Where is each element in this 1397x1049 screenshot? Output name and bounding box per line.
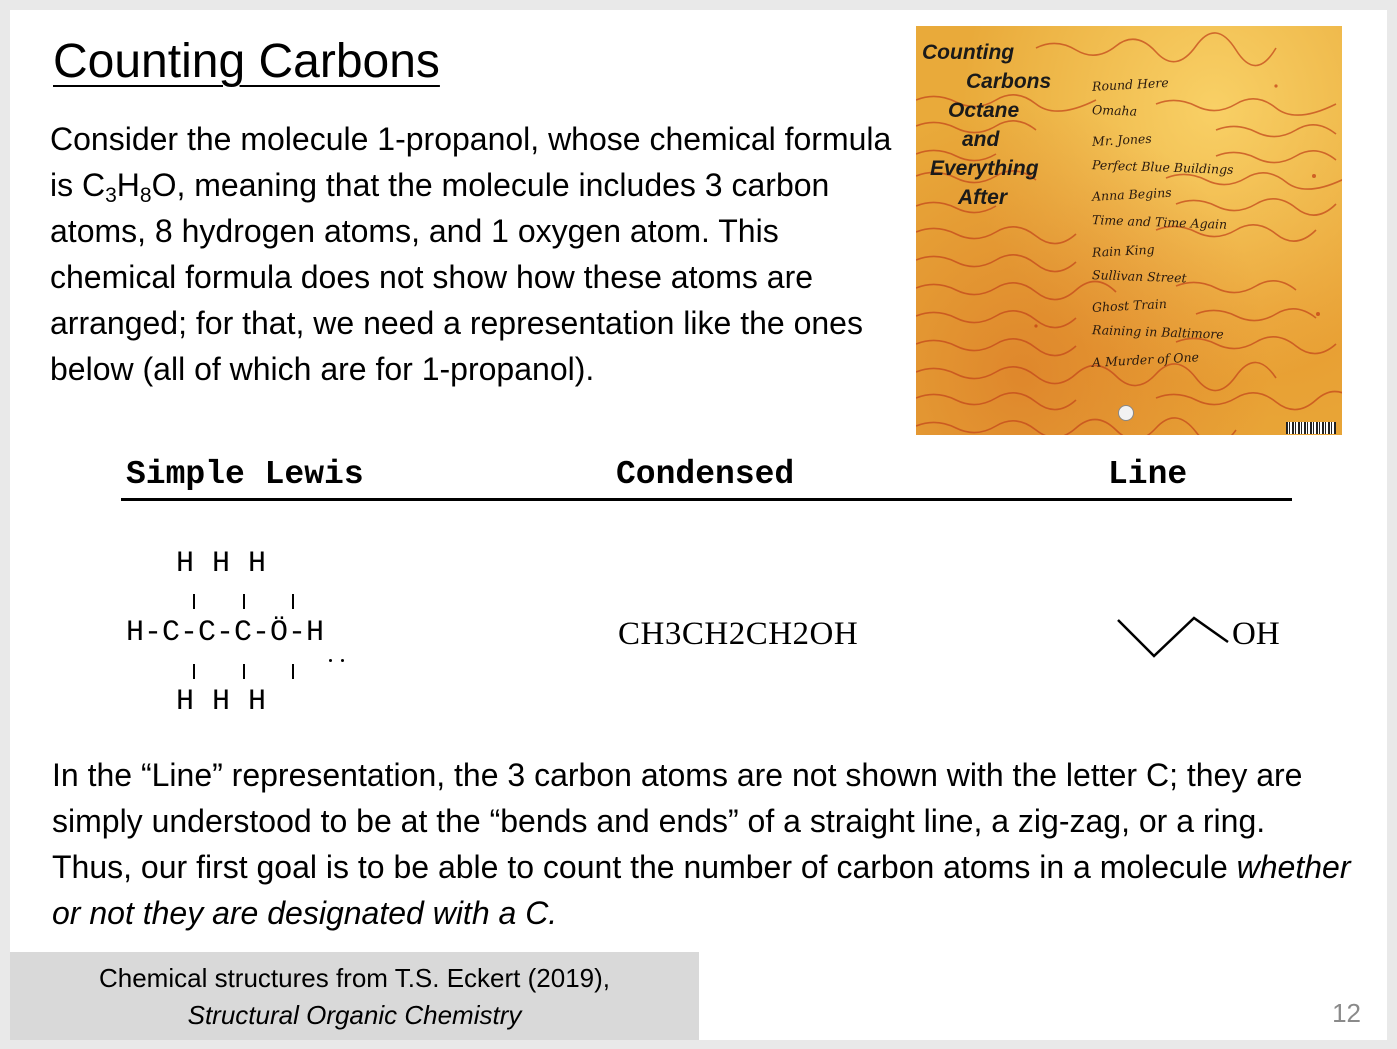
bond-line (292, 594, 294, 609)
condensed-part: OH (809, 616, 859, 652)
bond-line (292, 664, 294, 679)
citation-line-1: Chemical structures from T.S. Eckert (2019), (98, 963, 610, 993)
lone-pair-dot (341, 659, 344, 662)
track-item: A Murder of One (1091, 349, 1200, 370)
bond-line (193, 594, 195, 609)
explanation-paragraph (52, 752, 1352, 936)
intro-text-3: O, meaning that the molecule includes 3 carbon atoms, 8 hydrogen atoms, and 1 oxygen atom. This chemical formula does not show how these atoms are arranged; for that, we need a representation like the ones below (all of which are for 1-propanol). (50, 167, 863, 387)
header-simple-lewis: Simple Lewis (126, 456, 364, 493)
intro-text-1: Consider the molecule 1-propanol, whose chemical formula is C (50, 121, 892, 203)
explanation-text: In the “Line” representation, the 3 carbon atoms are not shown with the letter C; they are simply understood to be at the “bends and ends” of a straight line, a zig-zag, or a ring. Thus, our first goal is to be able to count the number of carbon atoms in a molecule (52, 757, 1303, 885)
header-condensed: Condensed (616, 456, 795, 493)
condensed-subscript: 3 (664, 616, 682, 652)
album-title-line: Everything (930, 157, 1039, 180)
track-item: Perfect Blue Buildings (1091, 156, 1234, 177)
track-item: Omaha (1091, 101, 1138, 119)
header-rule (121, 498, 1292, 501)
lewis-main-chain: H-C-C-C-Ö-H (126, 616, 325, 650)
intro-paragraph (50, 116, 900, 392)
track-item: Round Here (1091, 74, 1170, 94)
condensed-part: CH (681, 616, 729, 652)
record-label-logo (1118, 405, 1134, 421)
bond-line (243, 594, 245, 609)
album-title-line: Octane (948, 99, 1020, 122)
condensed-formula (618, 616, 858, 653)
slide-title: Counting Carbons (53, 35, 440, 88)
album-title-line: Counting (922, 41, 1015, 64)
line-formula-oh-label: OH (1232, 616, 1280, 652)
album-title (922, 38, 1082, 212)
track-item: Mr. Jones (1091, 130, 1153, 150)
condensed-part: CH (618, 616, 665, 652)
bond-line (243, 664, 245, 679)
condensed-subscript: 2 (792, 616, 810, 652)
lewis-bottom-hydrogens: H H H (176, 685, 267, 719)
explanation-emphasis: whether or not they are designated with a C. (52, 849, 1351, 931)
citation-box (10, 952, 699, 1040)
line-formula-zigzag (1110, 604, 1240, 664)
track-item: Time and Time Again (1091, 212, 1228, 232)
slide (10, 10, 1387, 1040)
formula-subscript-hydrogen: 8 (139, 184, 152, 207)
track-item: Raining in Baltimore (1091, 322, 1224, 343)
track-item: Ghost Train (1091, 295, 1168, 315)
album-title-line: After (958, 186, 1008, 209)
citation-line-2: Structural Organic Chemistry (187, 1000, 522, 1030)
page-number: 12 (1332, 998, 1361, 1028)
formula-subscript-carbon: 3 (105, 184, 117, 207)
album-track-list (1091, 70, 1234, 374)
condensed-part: CH (745, 616, 793, 652)
barcode-icon (1286, 422, 1336, 434)
album-title-line: and (962, 128, 1000, 151)
lewis-top-hydrogens: H H H (176, 547, 267, 581)
lone-pair-dot (329, 659, 332, 662)
album-cover-image (916, 26, 1342, 435)
header-line: Line (1108, 456, 1188, 493)
track-item: Sullivan Street (1091, 267, 1187, 286)
album-title-line: Carbons (966, 70, 1052, 93)
track-item: Rain King (1091, 241, 1155, 260)
bond-line (193, 664, 195, 679)
track-item: Anna Begins (1091, 185, 1172, 205)
intro-text-2: H (116, 167, 140, 203)
condensed-subscript: 2 (728, 616, 746, 652)
